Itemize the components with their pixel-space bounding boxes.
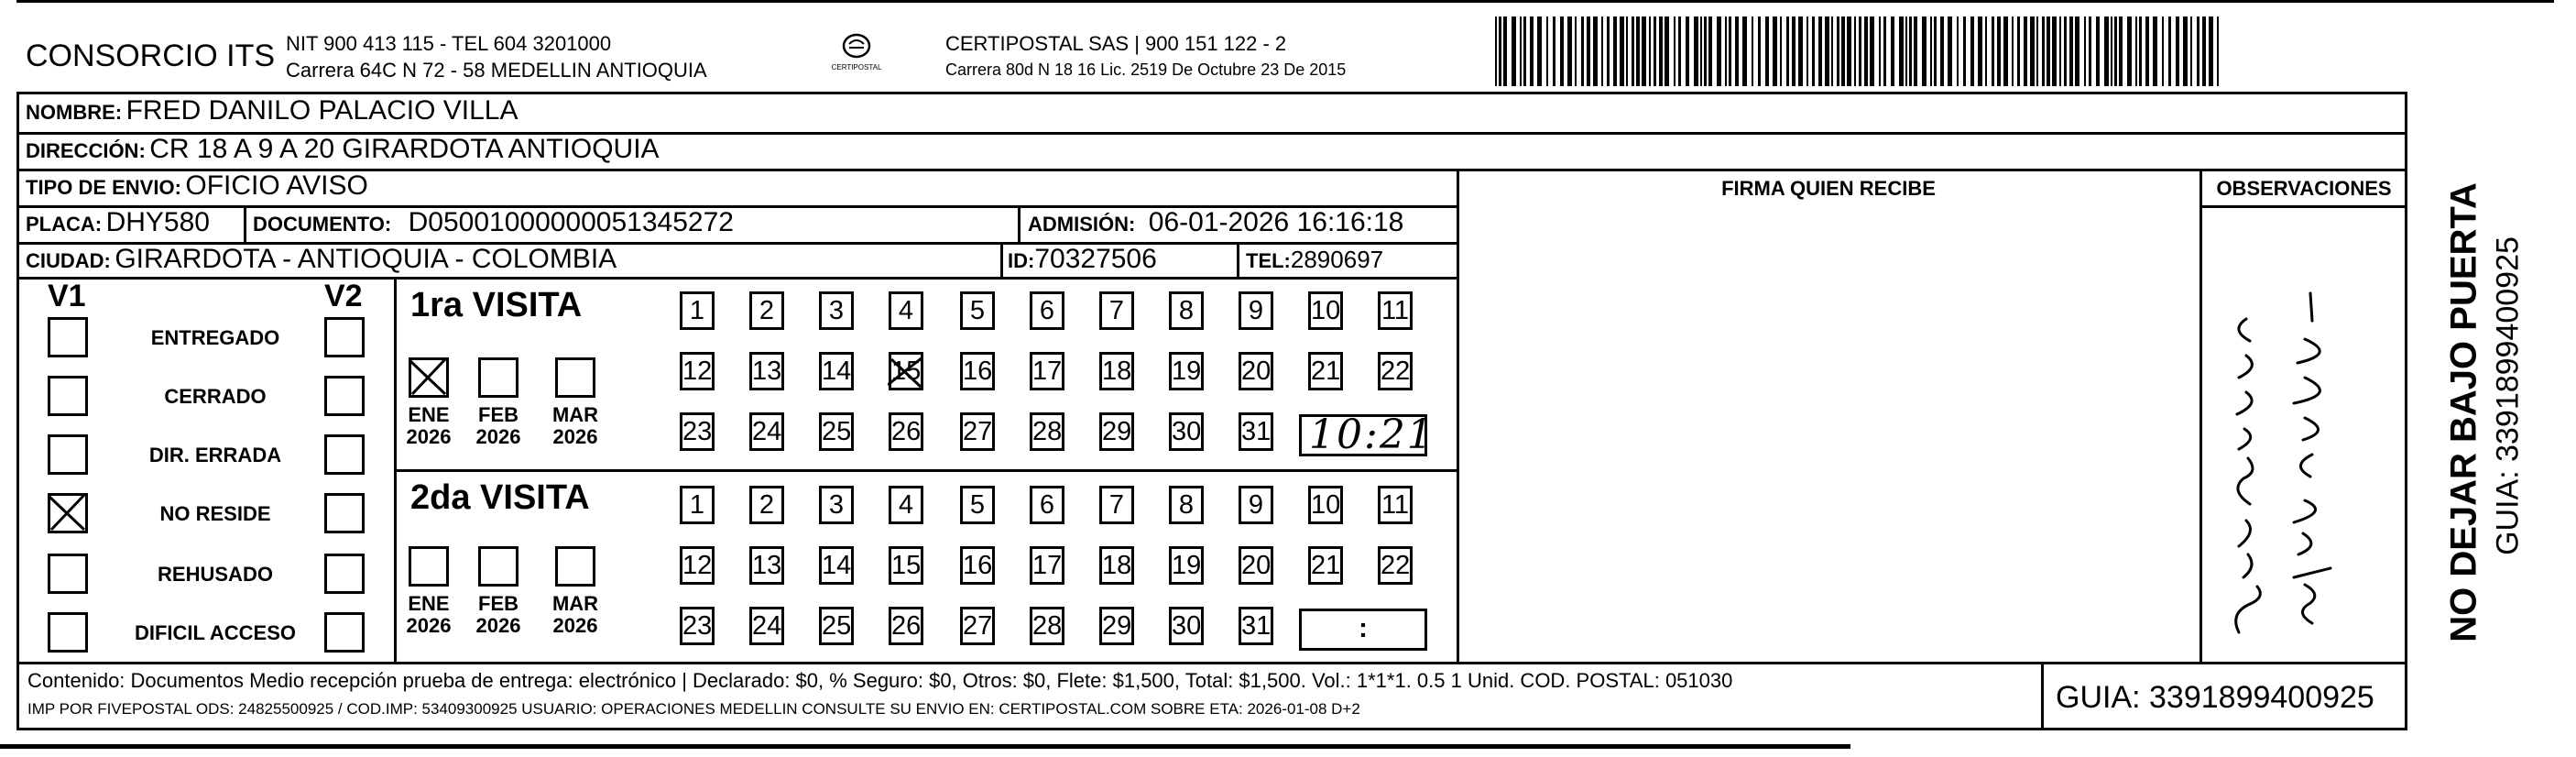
barcode-bar [1773,16,1777,86]
sender-address: Carrera 64C N 72 - 58 MEDELLIN ANTIOQUIA [286,59,707,82]
footer-top [16,662,2407,664]
day-box[interactable]: 7 [1099,486,1134,524]
v2-checkbox[interactable] [324,493,365,533]
barcode-bar [1930,16,1932,86]
month-checkbox[interactable] [555,357,595,398]
month-label: FEB [478,403,518,426]
placa-field [26,207,210,238]
barcode-bar [1674,16,1675,86]
top-border [16,0,2554,3]
tipo-label: TIPO DE ENVIO: [26,176,181,199]
day-box[interactable]: 22 [1378,352,1413,390]
ciudad-value: GIRARDOTA - ANTIOQUIA - COLOMBIA [115,244,617,274]
barcode-bar [1587,16,1590,86]
day-box[interactable]: 24 [749,412,784,451]
carrier-logo [824,33,889,79]
barcode-bar [1654,16,1656,86]
day-box[interactable]: 15 [889,352,923,390]
v1-checkbox[interactable] [48,554,88,594]
documento-field [253,207,734,238]
barcode-bar [1708,16,1712,86]
day-box[interactable]: 20 [1239,352,1273,390]
day-box[interactable]: 17 [1030,546,1064,585]
day-box[interactable]: 19 [1169,352,1204,390]
day-box[interactable]: 28 [1030,412,1064,451]
documento-label: DOCUMENTO: [253,213,392,236]
day-box[interactable]: 31 [1239,607,1273,645]
barcode-bar [2145,16,2149,86]
barcode-bar [1537,16,1542,86]
barcode-bar [2111,16,2112,86]
barcode-bar [1725,16,1727,86]
barcode-bar [1704,16,1707,86]
day-box[interactable]: 12 [680,352,715,390]
barcode-bar [1837,16,1839,86]
barcode-bar [1780,16,1782,86]
barcode-bar [1786,16,1789,86]
v1-checkbox[interactable] [48,493,88,533]
barcode-bar [1642,16,1646,86]
day-box[interactable]: 27 [960,412,995,451]
day-box[interactable]: 26 [889,412,923,451]
documento-value: D05001000000051345272 [408,207,734,237]
direccion-value: CR 18 A 9 A 20 GIRARDOTA ANTIOQUIA [149,134,660,164]
tel-field [1246,246,1383,274]
day-box[interactable]: 3 [819,486,854,524]
barcode-bar [1601,16,1603,86]
barcode-bar [1495,16,1497,86]
sender-nit: NIT 900 413 115 - TEL 604 3201000 [286,32,612,55]
ciudad-label: CIUDAD: [26,249,111,272]
barcode-icon [1495,16,2228,90]
day-box[interactable]: 9 [1239,486,1273,524]
v1-label: V1 [48,279,86,313]
bottom-border [0,744,1850,749]
barcode-bar [1665,16,1669,86]
barcode-bar [1581,16,1584,86]
barcode-bar [1735,16,1739,86]
barcode-bar [2197,16,2199,86]
barcode-bar [2183,16,2188,86]
nombre-row [26,95,518,126]
barcode-bar [1859,16,1861,86]
day-box[interactable]: 12 [680,546,715,585]
footer-line1: Contenido: Documentos Medio recepción prueba de entrega: electrónico | Declarado: $0, % Seguro: $0, Otros: $0, Flete: $1,500, Total: $1,500. Vol.: 1*1*1. 0.5 1 Unid. COD. POSTAL: 051030 [27,669,1733,692]
side-warning: NO DEJAR BAJO PUERTA [2443,182,2484,642]
barcode-bar [1978,16,1982,86]
day-box[interactable]: 7 [1099,291,1134,330]
table-top [16,92,2407,94]
day-box[interactable]: 5 [960,291,995,330]
status-label: CERRADO [164,385,267,408]
placa-label: PLACA: [26,213,103,236]
month-checkbox[interactable] [478,357,518,398]
barcode-bar [1520,16,1522,86]
barcode-bar [1870,16,1874,86]
barcode-bar [2114,16,2117,86]
day-box[interactable]: 31 [1239,412,1273,451]
direccion-row [26,134,660,165]
day-box[interactable]: 26 [889,607,923,645]
day-box[interactable]: 13 [749,546,784,585]
placa-value: DHY580 [105,207,210,237]
barcode-bar [1825,16,1829,86]
status-label: ENTREGADO [150,326,280,349]
barcode-bar [1632,16,1634,86]
barcode-bar [1905,16,1907,86]
barcode-bar [1891,16,1894,86]
visit1-time-box[interactable] [1299,411,1435,458]
visit2-title: 2da VISITA [410,478,590,517]
barcode-bar [2119,16,2123,86]
barcode-bar [1659,16,1663,86]
footer-guia: GUIA: 3391899400925 [2056,680,2374,715]
barcode-bar [1567,16,1572,86]
barcode-bar [1523,16,1526,86]
barcode-bar [1717,16,1721,86]
barcode-bar [1940,16,1944,86]
barcode-bar [1686,16,1689,86]
day-box[interactable]: 16 [960,352,995,390]
barcode-bar [1970,16,1974,86]
v1-checkbox[interactable] [48,612,88,653]
admision-label: ADMISIÓN: [1028,213,1136,236]
barcode-bar [1864,16,1868,86]
barcode-bar [1883,16,1886,86]
day-box[interactable]: 21 [1308,546,1343,585]
year-label: 2026 [406,425,452,448]
barcode-bar [2084,16,2086,86]
id-field [1008,244,1157,275]
barcode-bar [1909,16,1912,86]
v2-label: V2 [324,279,363,313]
barcode-bar [1512,16,1516,86]
barcode-bar [1560,16,1564,86]
barcode-bar [1758,16,1761,86]
day-box[interactable]: 1 [680,486,715,524]
day-box[interactable]: 3 [819,291,854,330]
day-box[interactable]: 29 [1099,607,1134,645]
day-box[interactable]: 18 [1099,546,1134,585]
day-box[interactable]: 28 [1030,607,1064,645]
barcode-bar [1694,16,1698,86]
nombre-value: FRED DANILO PALACIO VILLA [126,95,518,126]
v1-checkbox[interactable] [48,317,88,357]
day-box[interactable]: 5 [960,486,995,524]
status-label: REHUSADO [158,563,273,586]
barcode-bar [1934,16,1937,86]
year-label: 2026 [552,425,598,448]
carrier-line1: CERTIPOSTAL SAS | 900 151 122 - 2 [945,32,1287,55]
barcode-bar [1752,16,1753,86]
barcode-bar [2127,16,2132,86]
barcode-bar [2139,16,2142,86]
day-box[interactable]: 6 [1030,291,1064,330]
barcode-bar [2047,16,2050,86]
month-label: MAR [551,403,599,426]
barcode-bar [1879,16,1881,86]
barcode-bar [1985,16,1987,86]
barcode-bar [1922,16,1927,86]
barcode-bar [2104,16,2109,86]
day-box[interactable]: 23 [680,412,715,451]
month-label: FEB [478,592,518,615]
barcode-bar [1798,16,1803,86]
barcode-bar [2217,16,2219,86]
month-checkbox[interactable] [409,357,449,398]
month-checkbox[interactable] [478,546,518,587]
day-box[interactable]: 10 [1308,486,1343,524]
barcode-bar [2096,16,2100,86]
year-label: 2026 [475,614,521,637]
month-checkbox[interactable] [409,546,449,587]
barcode-bar [2012,16,2014,86]
year-label: 2026 [552,614,598,637]
barcode-bar [2075,16,2079,86]
tipo-row [26,170,368,202]
ciudad-field [26,244,617,275]
carrier-logo-text: CERTIPOSTAL [831,63,882,71]
v2-checkbox[interactable] [324,376,365,416]
barcode-bar [1503,16,1507,86]
month-checkbox[interactable] [555,546,595,587]
barcode-bar [1806,16,1808,86]
barcode-bar [1812,16,1815,86]
barcode-bar [1700,16,1702,86]
barcode-bar [2209,16,2213,86]
barcode-bar [1530,16,1534,86]
barcode-bar [2030,16,2035,86]
barcode-bar [1957,16,1959,86]
admision-field [1028,207,1403,238]
day-box[interactable]: 25 [819,607,854,645]
barcode-bar [1765,16,1769,86]
barcode-bar [2017,16,2020,86]
barcode-bar [1831,16,1833,86]
observaciones-header: OBSERVACIONES [2216,177,2392,200]
barcode-bar [1649,16,1651,86]
day-box[interactable]: 14 [819,546,854,585]
day-box[interactable]: 25 [819,412,854,451]
barcode-bar [2059,16,2061,86]
barcode-bar [1553,16,1555,86]
day-box[interactable]: 30 [1169,607,1204,645]
barcode-bar [2042,16,2045,86]
tel-value: 2890697 [1290,246,1384,273]
day-box[interactable]: 29 [1099,412,1134,451]
day-box[interactable]: 11 [1378,291,1413,330]
month-label: MAR [551,592,599,615]
day-box[interactable]: 2 [749,486,784,524]
barcode-bar [2168,16,2171,86]
id-value: 70327506 [1034,244,1157,274]
day-box[interactable]: 19 [1169,546,1204,585]
day-box[interactable]: 16 [960,546,995,585]
barcode-bar [1613,16,1617,86]
day-box[interactable]: 4 [889,486,923,524]
day-box[interactable]: 30 [1169,412,1204,451]
barcode-bar [1593,16,1598,86]
barcode-bar [1636,16,1640,86]
barcode-bar [1899,16,1904,86]
firma-header: FIRMA QUIEN RECIBE [1721,177,1936,200]
barcode-bar [1792,16,1796,86]
barcode-bar [1546,16,1548,86]
barcode-bar [2190,16,2192,86]
status-label: DIR. ERRADA [148,444,282,466]
barcode-bar [1992,16,1994,86]
day-box[interactable]: 14 [819,352,854,390]
direccion-label: DIRECCIÓN: [26,139,146,162]
day-box[interactable]: 15 [889,546,923,585]
day-box[interactable]: 9 [1239,291,1273,330]
barcode-bar [1997,16,2001,86]
month-label: ENE [408,592,450,615]
barcode-bar [2003,16,2008,86]
barcode-bar [2176,16,2179,86]
barcode-bar [1729,16,1731,86]
day-box[interactable]: 17 [1030,352,1064,390]
barcode-bar [1620,16,1624,86]
day-box[interactable]: 10 [1308,291,1343,330]
handwritten-observation [2202,275,2404,651]
barcode-bar [2089,16,2091,86]
barcode-bar [2064,16,2067,86]
day-box[interactable]: 8 [1169,291,1204,330]
sender-name: CONSORCIO ITS [26,38,276,73]
certipostal-logo-icon [838,33,875,62]
barcode-bar [2052,16,2057,86]
day-box[interactable]: 20 [1239,546,1273,585]
v2-checkbox[interactable] [324,317,365,357]
day-box[interactable]: 1 [680,291,715,330]
day-box[interactable]: 11 [1378,486,1413,524]
day-box[interactable]: 22 [1378,546,1413,585]
day-box[interactable]: 4 [889,291,923,330]
barcode-bar [1841,16,1845,86]
day-box[interactable]: 27 [960,607,995,645]
tel-label: TEL: [1246,249,1291,272]
tipo-value: OFICIO AVISO [185,170,368,201]
barcode-bar [2202,16,2206,86]
day-box[interactable]: 18 [1099,352,1134,390]
barcode-bar [1847,16,1851,86]
barcode-bar [1854,16,1856,86]
barcode-bar [1678,16,1681,86]
barcode-bar [2036,16,2038,86]
barcode-bar [1963,16,1966,86]
visit2-time: : [1359,613,1368,643]
day-box[interactable]: 2 [749,291,784,330]
year-label: 2026 [475,425,521,448]
barcode-bar [1948,16,1952,86]
visit1-time: 10:21 [1309,411,1435,458]
id-label: ID: [1008,249,1035,272]
barcode-bar [1575,16,1577,86]
status-label: NO RESIDE [159,502,271,525]
barcode-bar [1499,16,1501,86]
nombre-label: NOMBRE: [26,101,123,124]
barcode-bar [1742,16,1747,86]
v2-checkbox[interactable] [324,434,365,475]
day-box[interactable]: 13 [749,352,784,390]
barcode-bar [2153,16,2157,86]
v2-checkbox[interactable] [324,554,365,594]
v1-checkbox[interactable] [48,434,88,475]
year-label: 2026 [406,614,452,637]
barcode-bar [1607,16,1610,86]
barcode-bar [1818,16,1822,86]
day-box[interactable]: 6 [1030,486,1064,524]
visit2-time-box[interactable] [1299,609,1427,651]
table-bottom [16,728,2407,730]
visit1-title: 1ra VISITA [410,286,583,324]
v2-checkbox[interactable] [324,612,365,653]
barcode-bar [2024,16,2027,86]
month-label: ENE [408,403,450,426]
footer-line2: IMP POR FIVEPOSTAL ODS: 24825500925 / COD.IMP: 53409300925 USUARIO: OPERACIONES MEDELLIN CONSULTE SU ENVIO EN: CERTIPOSTAL.COM SOBRE ETA: 2026-01-08 D+2 [27,700,1360,718]
side-guia: GUIA: 3391899400925 [2490,236,2526,555]
barcode-bar [2135,16,2137,86]
day-box[interactable]: 23 [680,607,715,645]
admision-value: 06-01-2026 16:16:18 [1148,207,1404,237]
day-box[interactable]: 21 [1308,352,1343,390]
carrier-line2: Carrera 80d N 18 16 Lic. 2519 De Octubre 23 De 2015 [945,60,1347,79]
barcode-bar [2162,16,2164,86]
day-box[interactable]: 24 [749,607,784,645]
barcode-bar [1914,16,1917,86]
barcode-bar [1626,16,1628,86]
barcode-bar [2069,16,2073,86]
day-box[interactable]: 8 [1169,486,1204,524]
status-label: DIFICIL ACCESO [134,621,296,644]
v1-checkbox[interactable] [48,376,88,416]
